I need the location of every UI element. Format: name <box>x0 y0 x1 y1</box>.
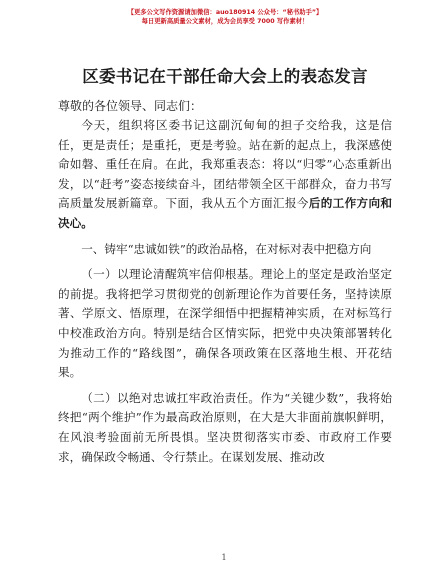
page-number: 1 <box>221 553 227 562</box>
promo-banner-line-1: 【更多公文写作资源请加微信：auo180914 公众号：“秘书助手”】 <box>127 9 323 16</box>
section-1-heading: 一、铸牢“忠诚如铁”的政治品格，在对标对表中把稳方向 <box>81 241 372 256</box>
document-title: 区委书记在干部任命大会上的表态发言 <box>82 67 368 86</box>
intro-text: 今天，组织将区委书记这副沉甸甸的担子交给我，这是信任，更是责任；是重托，更是考验。站在新的起点上，我深感使命如磐、重任在肩。在此，我郑重表态：将以“归零”心态重新出发，以“赶考”姿态接续奋斗，团结带领全区干部群众，奋力书写高质量发展新篇章。下面，我从五个方面汇报今 <box>58 118 392 211</box>
intro-bold-text: 后的工作方向和决心。 <box>58 196 392 230</box>
intro-paragraph <box>58 116 392 234</box>
promo-banner <box>58 0 392 26</box>
promo-banner-line-2: 每日更新高质量公文素材，成为会员享受 7000 写作素材！ <box>141 18 309 25</box>
paragraph-1: （一）以理论清醒筑牢信仰根基。理论上的坚定是政治坚定的前提。我将把学习贯彻党的创新理论作为首要任务，坚持读原著、学原文、悟原理，在深学细悟中把握精神实质，在对标笃行中校准政治方向。特别是结合区情实际，把党中央决策部署转化为推动工作的“路线图”，确保各项政策在区落地生根、开花结果。 <box>58 267 392 380</box>
salutation: 尊敬的各位领导、同志们： <box>58 99 203 113</box>
paragraph-2: （二）以绝对忠诚扛牢政治责任。作为“关键少数”，我将始终把“两个维护”作为最高政治原则，在大是大非面前旗帜鲜明，在风浪考验面前无所畏惧。坚决贯彻落实市委、市政府工作要求，确保政令畅通、令行禁止。在谋划发展、推动改 <box>58 390 392 464</box>
